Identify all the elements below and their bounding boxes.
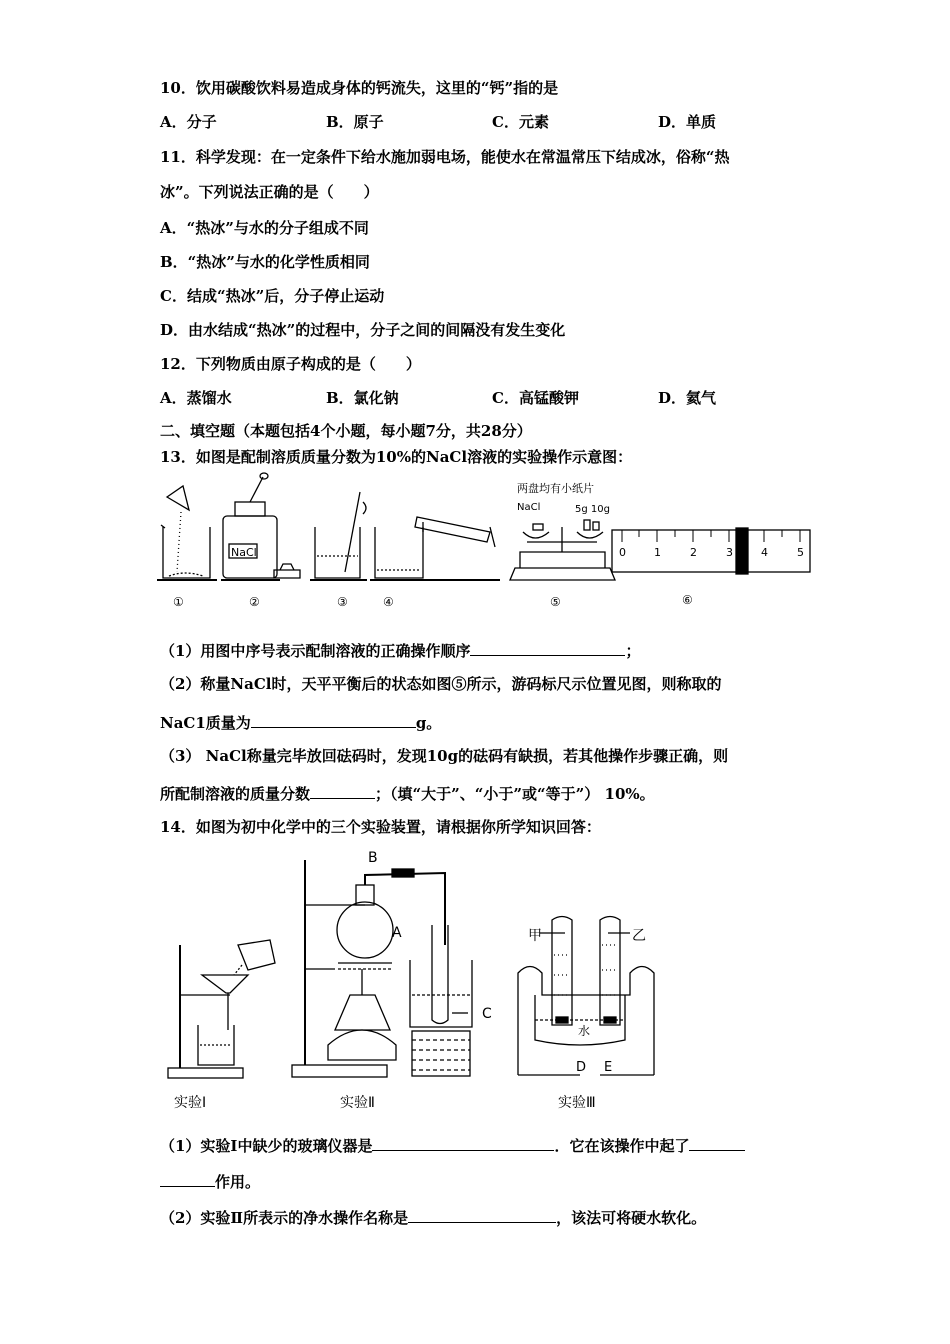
q14-part1-end: 作用。	[215, 1173, 261, 1191]
q14-part2-blank[interactable]	[408, 1206, 556, 1223]
figure-label-3: ③	[337, 595, 348, 609]
q13-part2-blank[interactable]	[251, 711, 416, 728]
q14-label-water: 水	[578, 1024, 591, 1038]
q14-label-c: C	[482, 1006, 492, 1022]
q14-label-b: B	[368, 850, 378, 866]
q14-caption-2: 实验Ⅱ	[340, 1095, 375, 1111]
q13-part3-start: 所配制溶液的质量分数	[160, 785, 311, 803]
q13-part1-end: ；	[625, 642, 641, 660]
q13-part2-end: g。	[415, 714, 442, 732]
q14-stem: 14．如图为初中化学中的三个实验装置，请根据你所学知识回答：	[160, 818, 601, 836]
q13-part2-line2	[160, 711, 441, 733]
q14-figure	[160, 845, 670, 1120]
q13-part3-line2	[160, 782, 655, 804]
figure-label-2: ②	[249, 595, 260, 609]
q10-option-b: B．原子	[326, 113, 384, 131]
balance-pan-label: NaCl	[517, 502, 541, 513]
q10-option-a: A．分子	[160, 113, 217, 131]
q11-option-b: B．“热冰”与水的化学性质相同	[160, 253, 370, 271]
q14-label-a: A	[392, 925, 402, 941]
q11-option-d: D．由水结成“热冰”的过程中，分子之间的间隔没有发生变化	[160, 321, 566, 339]
section-heading: 二、填空题（本题包括4个小题，每小题7分，共28分）	[160, 422, 532, 440]
q10-option-c: C．元素	[492, 113, 549, 131]
q13-part2-line1: （2）称量NaCl时，天平平衡后的状态如图⑤所示，游码标尺示位置见图，则称取的	[160, 675, 722, 693]
ruler-tick-3: 3	[726, 546, 733, 559]
figure-label-5: ⑤	[550, 595, 561, 609]
q14-part1-start: （1）实验Ⅰ中缺少的玻璃仪器是	[160, 1137, 373, 1155]
q13-part2-start: NaC1质量为	[160, 714, 251, 732]
q13-part1-text: （1）用图中序号表示配制溶液的正确操作顺序	[160, 642, 471, 660]
q14-caption-3: 实验Ⅲ	[558, 1095, 596, 1111]
q14-part1-blank2[interactable]	[689, 1134, 745, 1151]
q13-figure	[155, 472, 820, 617]
q14-part1-blank2-cont[interactable]	[160, 1170, 215, 1187]
q14-part1-line2	[160, 1170, 260, 1192]
q14-label-jia: 甲	[528, 928, 542, 944]
q11-stem-line1: 11．科学发现：在一定条件下给水施加弱电场，能使水在常温常压下结成冰，俗称“热	[160, 148, 730, 166]
q14-label-yi: 乙	[632, 928, 646, 944]
q10-option-d: D．单质	[658, 113, 717, 131]
ruler-tick-0: 0	[619, 546, 626, 559]
q13-part1-blank[interactable]	[470, 639, 625, 656]
ruler-tick-2: 2	[690, 546, 697, 559]
q14-part1-blank1[interactable]	[372, 1134, 554, 1151]
q14-part1-mid: ．它在该操作中起了	[554, 1137, 690, 1155]
q14-label-d: D	[576, 1060, 587, 1075]
q14-label-e: E	[604, 1060, 613, 1075]
q14-part2-end: ，该法可将硬水软化。	[556, 1209, 707, 1227]
q10-stem: 10．饮用碳酸饮料易造成身体的钙流失，这里的“钙”指的是	[160, 79, 559, 97]
q12-option-c: C．高锰酸钾	[492, 389, 579, 407]
balance-weights: 5g 10g	[575, 504, 610, 515]
ruler-tick-4: 4	[761, 546, 768, 559]
q12-option-b: B．氯化钠	[326, 389, 399, 407]
figure-label-1: ①	[173, 595, 184, 609]
ruler-tick-1: 1	[654, 546, 661, 559]
ruler-tick-5: 5	[797, 546, 804, 559]
q11-option-c: C．结成“热冰”后，分子停止运动	[160, 287, 385, 305]
q13-part1	[160, 639, 640, 661]
q13-stem: 13．如图是配制溶质质量分数为10%的NaCl溶液的实验操作示意图：	[160, 448, 633, 466]
q12-option-d: D．氦气	[658, 389, 717, 407]
q11-stem-line2: 冰”。下列说法正确的是（ ）	[160, 183, 379, 201]
figure-label-4: ④	[383, 595, 394, 609]
q13-part3-end: ；（填“大于”、“小于”或“等于”） 10%。	[375, 785, 655, 803]
q14-part1-line1	[160, 1134, 745, 1156]
balance-note: 两盘均有小纸片	[517, 482, 594, 495]
q14-caption-1: 实验Ⅰ	[174, 1095, 207, 1111]
q11-option-a: A．“热冰”与水的分子组成不同	[160, 219, 369, 237]
q13-part3-line1: （3） NaCl称量完毕放回砝码时，发现10g的砝码有缺损，若其他操作步骤正确，则	[160, 747, 729, 765]
q12-option-a: A．蒸馏水	[160, 389, 232, 407]
bottle-label: NaCl	[231, 546, 257, 559]
q14-part2	[160, 1206, 706, 1228]
q13-part3-blank[interactable]	[310, 782, 375, 799]
figure-label-6: ⑥	[682, 593, 693, 607]
q12-stem: 12．下列物质由原子构成的是（ ）	[160, 355, 421, 373]
q14-part2-start: （2）实验Ⅱ所表示的净水操作名称是	[160, 1209, 409, 1227]
